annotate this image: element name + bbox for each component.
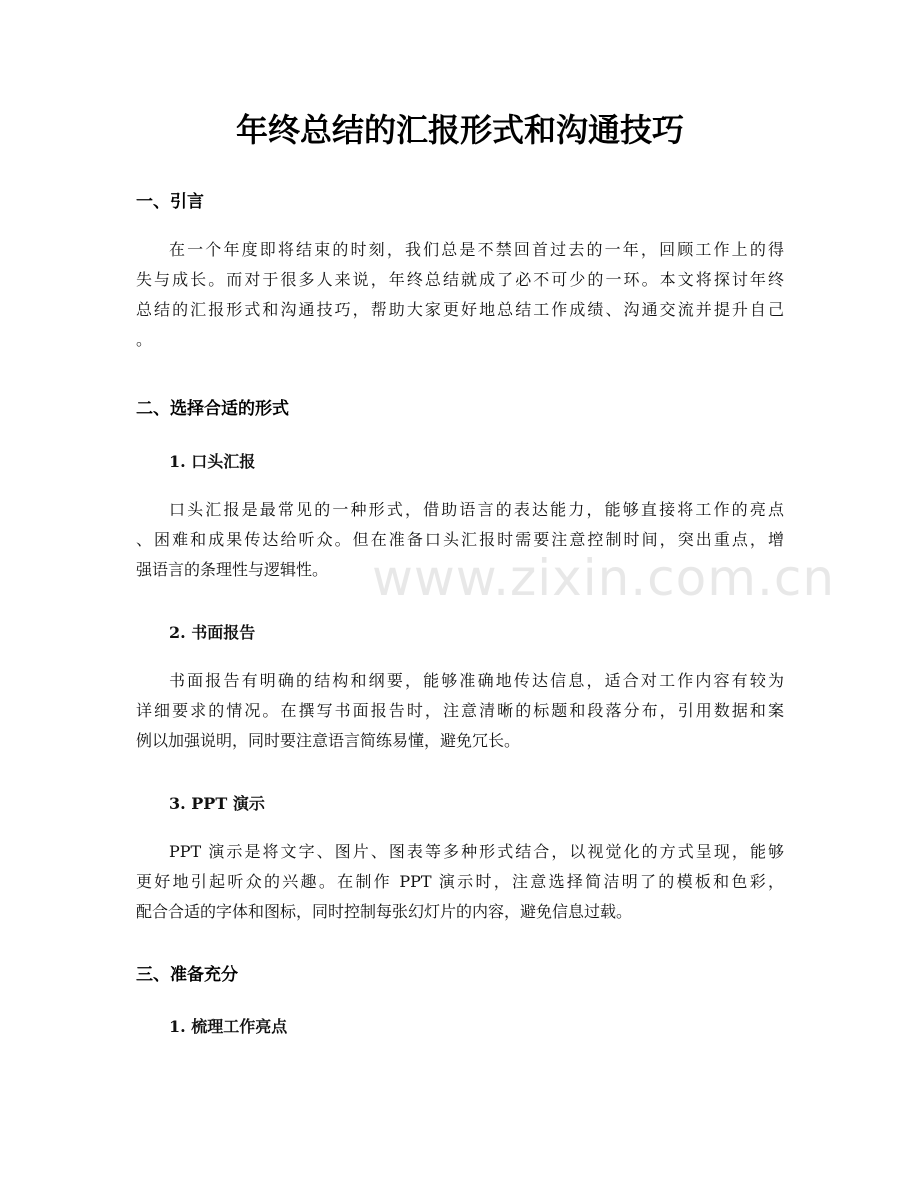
paragraph-line: 失与成长。而对于很多人来说，年终总结就成了必不可少的一环。本文将探讨年终	[136, 270, 784, 289]
paragraph-line: 详细要求的情况。在撰写书面报告时，注意清晰的标题和段落分布，引用数据和案	[136, 701, 784, 720]
paragraph-line: 口头汇报是最常见的一种形式，借助语言的表达能力，能够直接将工作的亮点	[169, 500, 784, 519]
paragraph-line: 在一个年度即将结束的时刻，我们总是不禁回首过去的一年，回顾工作上的得	[169, 240, 784, 259]
intro-paragraph	[136, 235, 784, 355]
paragraph-line: 书面报告有明确的结构和纲要，能够准确地传达信息，适合对工作内容有较为	[169, 671, 784, 690]
subheading-ppt-presentation: 3. PPT 演示	[169, 794, 265, 813]
paragraph-line: 强语言的条理性与逻辑性。	[136, 560, 329, 579]
written-report-paragraph	[136, 666, 784, 756]
subheading-written-report: 2. 书面报告	[169, 623, 256, 642]
paragraph-line: 总结的汇报形式和沟通技巧，帮助大家更好地总结工作成绩、沟通交流并提升自己	[136, 300, 784, 319]
paragraph-line: 配合合适的字体和图标，同时控制每张幻灯片的内容，避免信息过载。	[136, 902, 633, 921]
paragraph-line: PPT 演示是将文字、图片、图表等多种形式结合，以视觉化的方式呈现，能够	[169, 842, 784, 861]
section-heading-intro: 一、引言	[136, 192, 204, 212]
ppt-presentation-paragraph	[136, 837, 784, 927]
subheading-work-highlights: 1. 梳理工作亮点	[169, 1017, 288, 1036]
paragraph-line: 、困难和成果传达给听众。但在准备口头汇报时需要注意控制时间，突出重点，增	[136, 530, 784, 549]
oral-report-paragraph	[136, 495, 784, 585]
subheading-oral-report: 1. 口头汇报	[169, 452, 256, 471]
paragraph-line: 。	[136, 330, 153, 349]
paragraph-line: 更好地引起听众的兴趣。在制作 PPT 演示时，注意选择简洁明了的模板和色彩，	[136, 872, 784, 891]
document-title: 年终总结的汇报形式和沟通技巧	[235, 111, 684, 149]
paragraph-line: 例以加强说明，同时要注意语言简练易懂，避免冗长。	[136, 731, 521, 750]
watermark: www.zixin.com.cn	[372, 549, 836, 607]
section-heading-forms: 二、选择合适的形式	[136, 399, 289, 419]
section-heading-prepare: 三、准备充分	[136, 965, 238, 985]
